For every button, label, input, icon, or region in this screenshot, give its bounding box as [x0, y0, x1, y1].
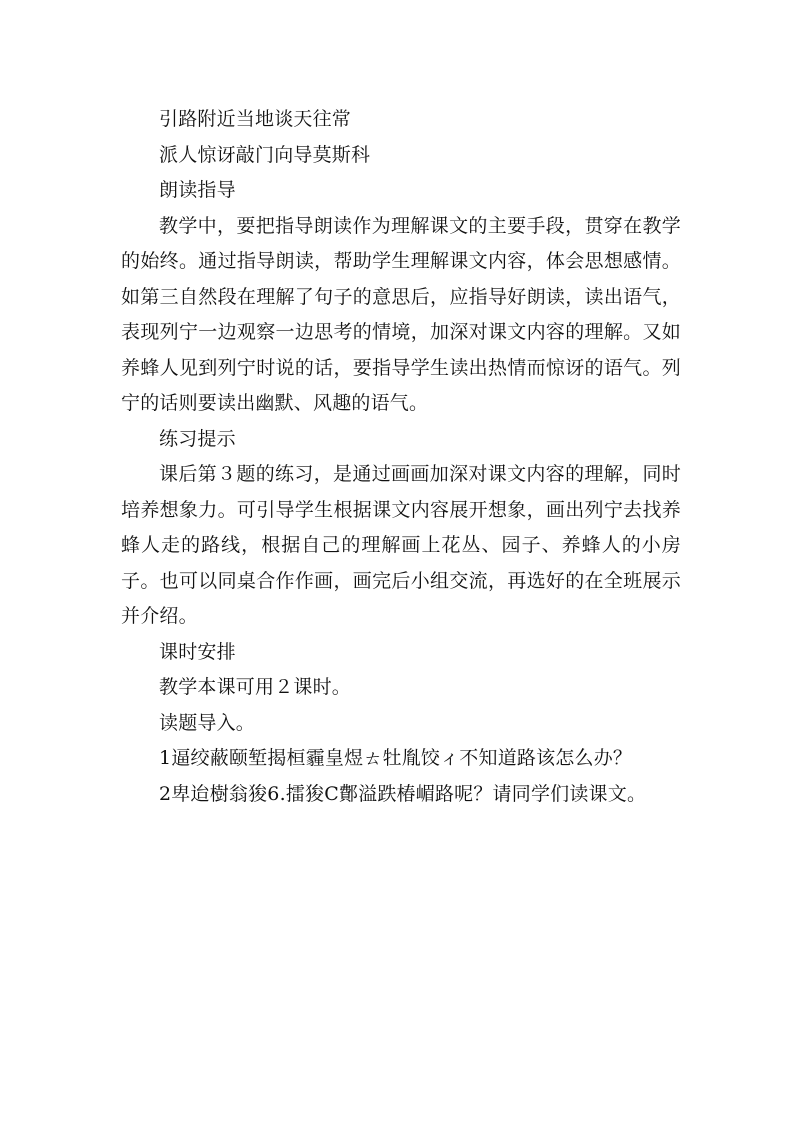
- paragraph-step-1: 1逼绞蔽颐堑揭桓霾皇煜ㄊ牡胤饺ィ不知道路该怎么办？: [159, 747, 633, 769]
- vocab-line-1: 引路附近当地谈天往常: [159, 108, 352, 130]
- section-heading-reading-guide: 朗读指导: [159, 179, 236, 201]
- paragraph-step-2: 2卑迨樹翁狻6.擂狻С鄪溢跌椿嵋路呢？请同学们读课文。: [159, 782, 647, 805]
- section-heading-exercise-tips: 练习提示: [159, 427, 236, 450]
- section-heading-schedule: 课时安排: [159, 640, 236, 663]
- paragraph-schedule: 教学本课可用２课时。: [159, 676, 352, 698]
- paragraph-exercise-tips: 课后第３题的练习，是通过画画加深对课文内容的理解，同时培养想象力。可引导学生根据课文内容展开想象，画出列宁去找养蜂人走的路线，根据自己的理解画上花丛、园子、养蜂人的小房子。也可以同桌合作作画，画完后小组交流，再选好的在全班展示并介绍。: [121, 463, 681, 627]
- paragraph-reading-guide: 教学中，要把指导朗读作为理解课文的主要手段，贯穿在教学的始终。通过指导朗读，帮助学生理解课文内容，体会思想感情。如第三自然段在理解了句子的意思后，应指导好朗读，读出语气，表现列宁一边观察一边思考的情境，加深对课文内容的理解。又如养蜂人见到列宁时说的话，要指导学生读出热情而惊讶的语气。列宁的话则要读出幽默、风趣的语气。: [121, 214, 681, 414]
- vocab-line-2: 派人惊讶敲门向导莫斯科: [159, 143, 371, 166]
- document-body: [121, 102, 681, 812]
- paragraph-intro: 读题导入。: [159, 711, 256, 734]
